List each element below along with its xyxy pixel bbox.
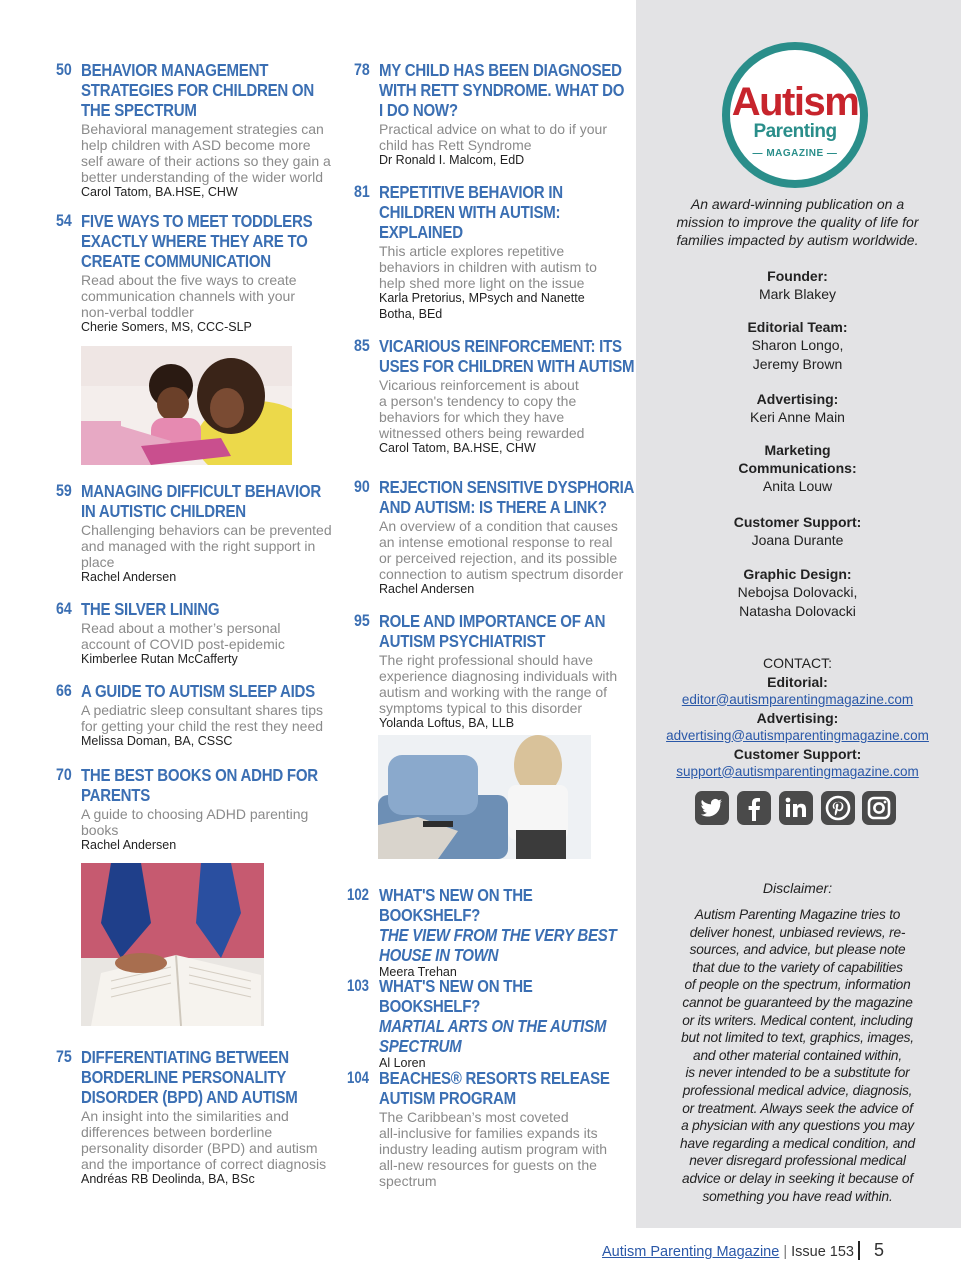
instagram-icon[interactable] [862, 791, 896, 825]
photo-therapy-session [378, 735, 591, 859]
staff-editorial: Editorial Team: Sharon Longo, Jeremy Brown [747, 319, 848, 372]
article-author: Yolanda Loftus, BA, LLB [379, 716, 515, 730]
photo-reading-open-book [81, 863, 264, 1026]
article-author: Dr Ronald I. Malcom, EdD [379, 153, 525, 167]
article-description: A pediatric sleep consultant shares tips for getting your child the rest they need [81, 702, 324, 734]
article-author: Karla Pretorius, MPsych and Nanette Botha, BEd [379, 291, 585, 321]
article-title[interactable]: WHAT'S NEW ON THE BOOKSHELF? [379, 976, 533, 1016]
article-author: Meera Trehan [379, 965, 457, 979]
article-author: Andréas RB Deolinda, BA, BSc [81, 1172, 255, 1186]
page-number: 66 [56, 682, 72, 700]
page-number: 95 [354, 612, 370, 630]
page-number: 81 [354, 183, 370, 201]
staff-advertising: Advertising: Keri Anne Main [750, 391, 845, 425]
page-number: 54 [56, 212, 72, 230]
logo-word: Autism [731, 80, 859, 124]
article-author: Al Loren [379, 1056, 426, 1070]
article-title[interactable]: REJECTION SENSITIVE DYSPHORIA AND AUTISM: IS THERE A LINK? [379, 477, 635, 517]
article-author: Cherie Somers, MS, CCC-SLP [81, 320, 252, 334]
article-description: Read about a mother’s personal account of COVID post-epidemic [81, 620, 285, 652]
article-title[interactable]: THE BEST BOOKS ON ADHD FOR PARENTS [81, 765, 318, 805]
article-description: Read about the five ways to create communication channels with your non-verbal toddler [81, 272, 297, 320]
page-number: 75 [56, 1048, 72, 1066]
article-title[interactable]: MANAGING DIFFICULT BEHAVIOR IN AUTISTIC CHILDREN [81, 481, 321, 521]
page-number: 78 [354, 61, 370, 79]
book-title[interactable]: MARTIAL ARTS ON THE AUTISM SPECTRUM [379, 1016, 607, 1056]
disclaimer-heading: Disclaimer: [762, 880, 833, 896]
article-author: Carol Tatom, BA.HSE, CHW [81, 185, 238, 199]
footer-separator: | [783, 1244, 788, 1260]
footer-magazine-name[interactable]: Autism Parenting Magazine [602, 1244, 780, 1260]
article-description: Vicarious reinforcement is about a person's tendency to copy the behaviors for which they have witnessed others being rewarded [379, 377, 585, 441]
page-number: 103 [347, 977, 370, 995]
page-number: 85 [354, 337, 370, 355]
article-title[interactable]: REPETITIVE BEHAVIOR IN CHILDREN WITH AUTISM: EXPLAINED [379, 182, 563, 242]
article-author: Rachel Andersen [81, 570, 177, 584]
page-number: 50 [56, 61, 72, 79]
article-title[interactable]: DIFFERENTIATING BETWEEN BORDERLINE PERSONALITY DISORDER (BPD) AND AUTISM [81, 1047, 298, 1107]
staff-marketing: Marketing Communications: Anita Louw [738, 442, 857, 494]
pinterest-icon[interactable] [821, 791, 855, 825]
article-author: Melissa Doman, BA, CSSC [81, 734, 233, 748]
article-description: A guide to choosing ADHD parenting books [81, 806, 309, 838]
linkedin-icon[interactable] [779, 791, 813, 825]
photo-mother-reading-with-toddler [81, 346, 292, 465]
article-title[interactable]: WHAT'S NEW ON THE BOOKSHELF? [379, 885, 533, 925]
article-title[interactable]: THE SILVER LINING [81, 599, 220, 619]
footer-divider [858, 1241, 860, 1260]
article-author: Rachel Andersen [379, 582, 475, 596]
article-description: An overview of a condition that causes an intense emotional response to real or perceived rejection, and its possible connection to autism spectrum disorder [379, 518, 624, 582]
tagline: An award-winning publication on a mission to improve the quality of life for families impacted by autism worldwide. [676, 196, 919, 248]
logo-magazine: — MAGAZINE — [752, 148, 838, 159]
article-title[interactable]: ROLE AND IMPORTANCE OF AN AUTISM PSYCHIATRIST [379, 611, 606, 651]
article-description: An insight into the similarities and differences between borderline personality disorder (BPD) and autism and the importance of correct diagnosis [81, 1108, 327, 1172]
footer-page-number: 5 [874, 1240, 885, 1260]
disclaimer-text: Autism Parenting Magazine tries to deliver honest, unbiased reviews, re- sources, and advice, but please note that due to the variety of capabilities of people on the spectrum, information cannot be guaranteed by the magazine or its writers. Medical content, including but not limited to text, graphics, images, and other material contained within, is never intended to be a substitute for professional medical advice, diagnosis, or treatment. Always seek the advice of a physician with any questions you may have regarding a medical condition, and never disregard professional medical advice or delay in seeking it because of something you have read within. [680, 907, 915, 1204]
book-title[interactable]: THE VIEW FROM THE VERY BEST HOUSE IN TOWN [379, 925, 617, 965]
page-footer [602, 1240, 884, 1262]
article-description: Behavioral management strategies can help children with ASD become more self aware of their actions so they gain a better understanding of the wider world [81, 121, 331, 185]
article-title[interactable]: MY CHILD HAS BEEN DIAGNOSED WITH RETT SYNDROME. WHAT DO I DO NOW? [379, 60, 625, 120]
page-number: 59 [56, 482, 72, 500]
staff-support: Customer Support: Joana Durante [733, 514, 862, 548]
article-author: Kimberlee Rutan McCafferty [81, 652, 238, 666]
email-editorial-link[interactable]: editor@autismparentingmagazine.com [681, 691, 914, 707]
article-title[interactable]: FIVE WAYS TO MEET TODDLERS EXACTLY WHERE THEY ARE TO CREATE COMMUNICATION [81, 211, 313, 271]
article-description: Challenging behaviors can be prevented and managed with the right support in place [81, 522, 332, 570]
email-advertising-link[interactable]: advertising@autismparentingmagazine.com [666, 727, 929, 743]
page-number: 90 [354, 478, 370, 496]
footer-issue: Issue 153 [791, 1244, 854, 1260]
article-title[interactable]: VICARIOUS REINFORCEMENT: ITS USES FOR CHILDREN WITH AUTISM [379, 336, 635, 376]
contact-block: CONTACT: Editorial: editor@autismparentingmagazine.com Advertising: advertising@autismparentingmagazine.com Customer Support: support@autismparentingmagazine.com [650, 654, 945, 781]
twitter-icon[interactable] [695, 791, 729, 825]
page-number: 70 [56, 766, 72, 784]
page-number: 104 [347, 1069, 370, 1087]
article-author: Rachel Andersen [81, 838, 177, 852]
email-support-link[interactable]: support@autismparentingmagazine.com [676, 763, 919, 779]
article-title[interactable]: A GUIDE TO AUTISM SLEEP AIDS [81, 681, 315, 701]
magazine-logo [722, 42, 868, 188]
facebook-icon[interactable] [737, 791, 771, 825]
logo-subword: Parenting [753, 121, 837, 142]
article-title[interactable]: BEHAVIOR MANAGEMENT STRATEGIES FOR CHILDREN ON THE SPECTRUM [81, 60, 314, 120]
article-description: The Caribbean’s most coveted all-inclusive for families expands its industry leading autism program with all-new resources for guests on the spectrum [379, 1109, 607, 1189]
staff-founder: Founder: Mark Blakey [758, 268, 837, 302]
article-author: Carol Tatom, BA.HSE, CHW [379, 441, 536, 455]
page-number: 102 [347, 886, 370, 904]
staff-design: Graphic Design: Nebojsa Dolovacki, Natasha Dolovacki [737, 566, 858, 619]
article-title[interactable]: BEACHES® RESORTS RELEASE AUTISM PROGRAM [379, 1068, 610, 1108]
article-description: The right professional should have experience diagnosing individuals with autism and working with the range of symptoms typical to this disorder [379, 652, 618, 716]
page-number: 64 [56, 600, 72, 618]
article-description: Practical advice on what to do if your child has Rett Syndrome [379, 121, 608, 153]
article-description: This article explores repetitive behaviors in children with autism to help shed more light on the issue [379, 243, 597, 291]
